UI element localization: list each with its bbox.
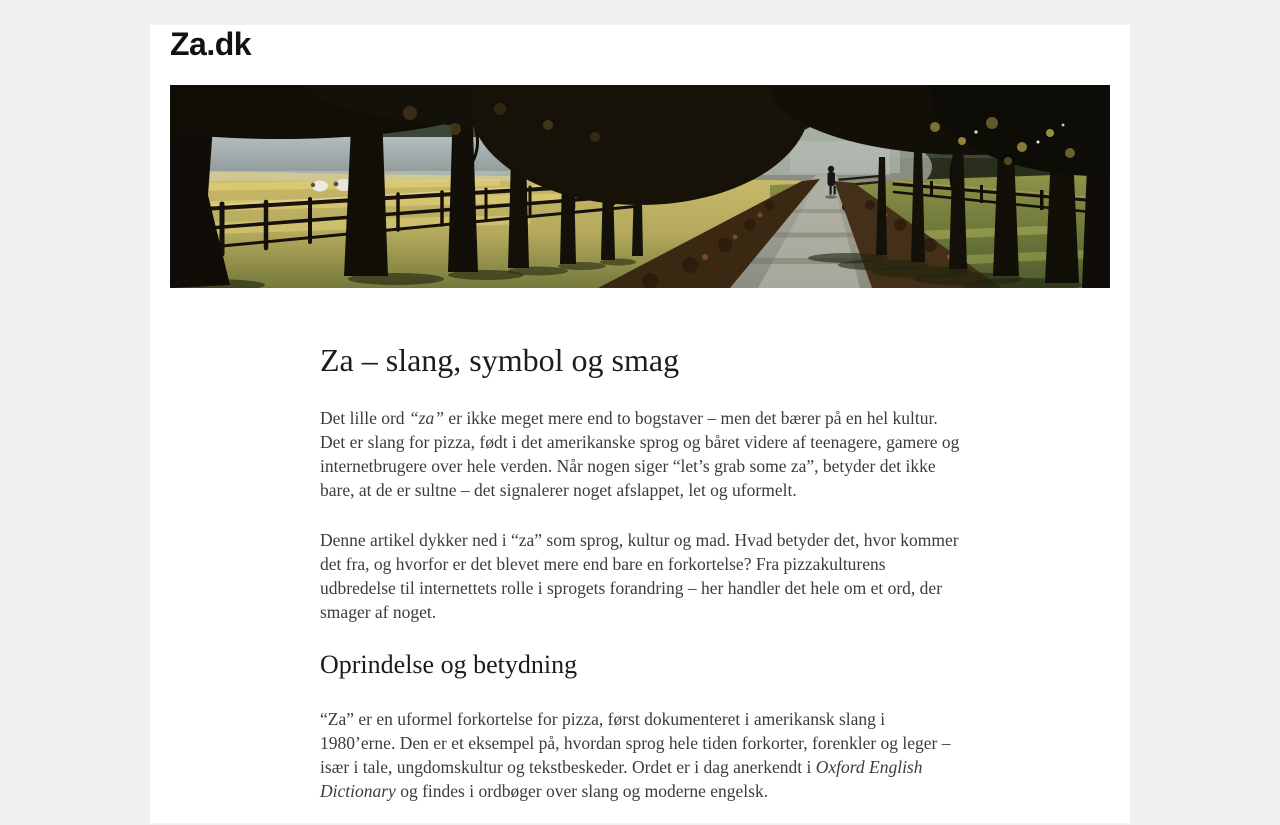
avenue-photo-illustration [170,85,1110,288]
page-card [150,25,1130,823]
article-subheading: Oprindelse og betydning [320,650,578,680]
header-image [170,85,1110,288]
site-header [150,25,1130,288]
article-paragraph-2: Denne artikel dykker ned i “za” som sprog, kultur og mad. Hvad betyder det, hvor kommer det fra, og hvorfor er det blevet mere end bare en forkortelse? Fra pizzakulturens udbredelse til internettets rolle i sprogets forandring – her handler det hele om et ord, der smager af noget. [320,530,959,623]
site-title [170,25,1110,63]
article-title: Za – slang, symbol og smag [320,342,680,379]
article [320,340,960,823]
article-paragraph-1: Det lille ord “za” er ikke meget mere end to bogstaver – men det bærer på en hel kultur. Det er slang for pizza, født i det amerikanske sprog og båret videre af teenagere, gamere og internetbrugere over hele verden. Når nogen siger “let’s grab some za”, betyder det ikke bare, at de er sultne – det signalerer noget afslappet, let og uformelt. [320,408,960,501]
article-paragraph-3: “Za” er en uformel forkortelse for pizza, først dokumenteret i amerikansk slang i 1980’erne. Den er et eksempel på, hvordan sprog hele tiden forkorter, forenkler og leger – især i tale, ungdomskultur og tekstbeskeder. Ordet er i dag anerkendt i Oxford English Dictionary og findes i ordbøger over slang og moderne engelsk. [320,709,951,802]
site-title-link[interactable]: Za.dk [170,26,252,62]
main-content [150,340,1130,823]
